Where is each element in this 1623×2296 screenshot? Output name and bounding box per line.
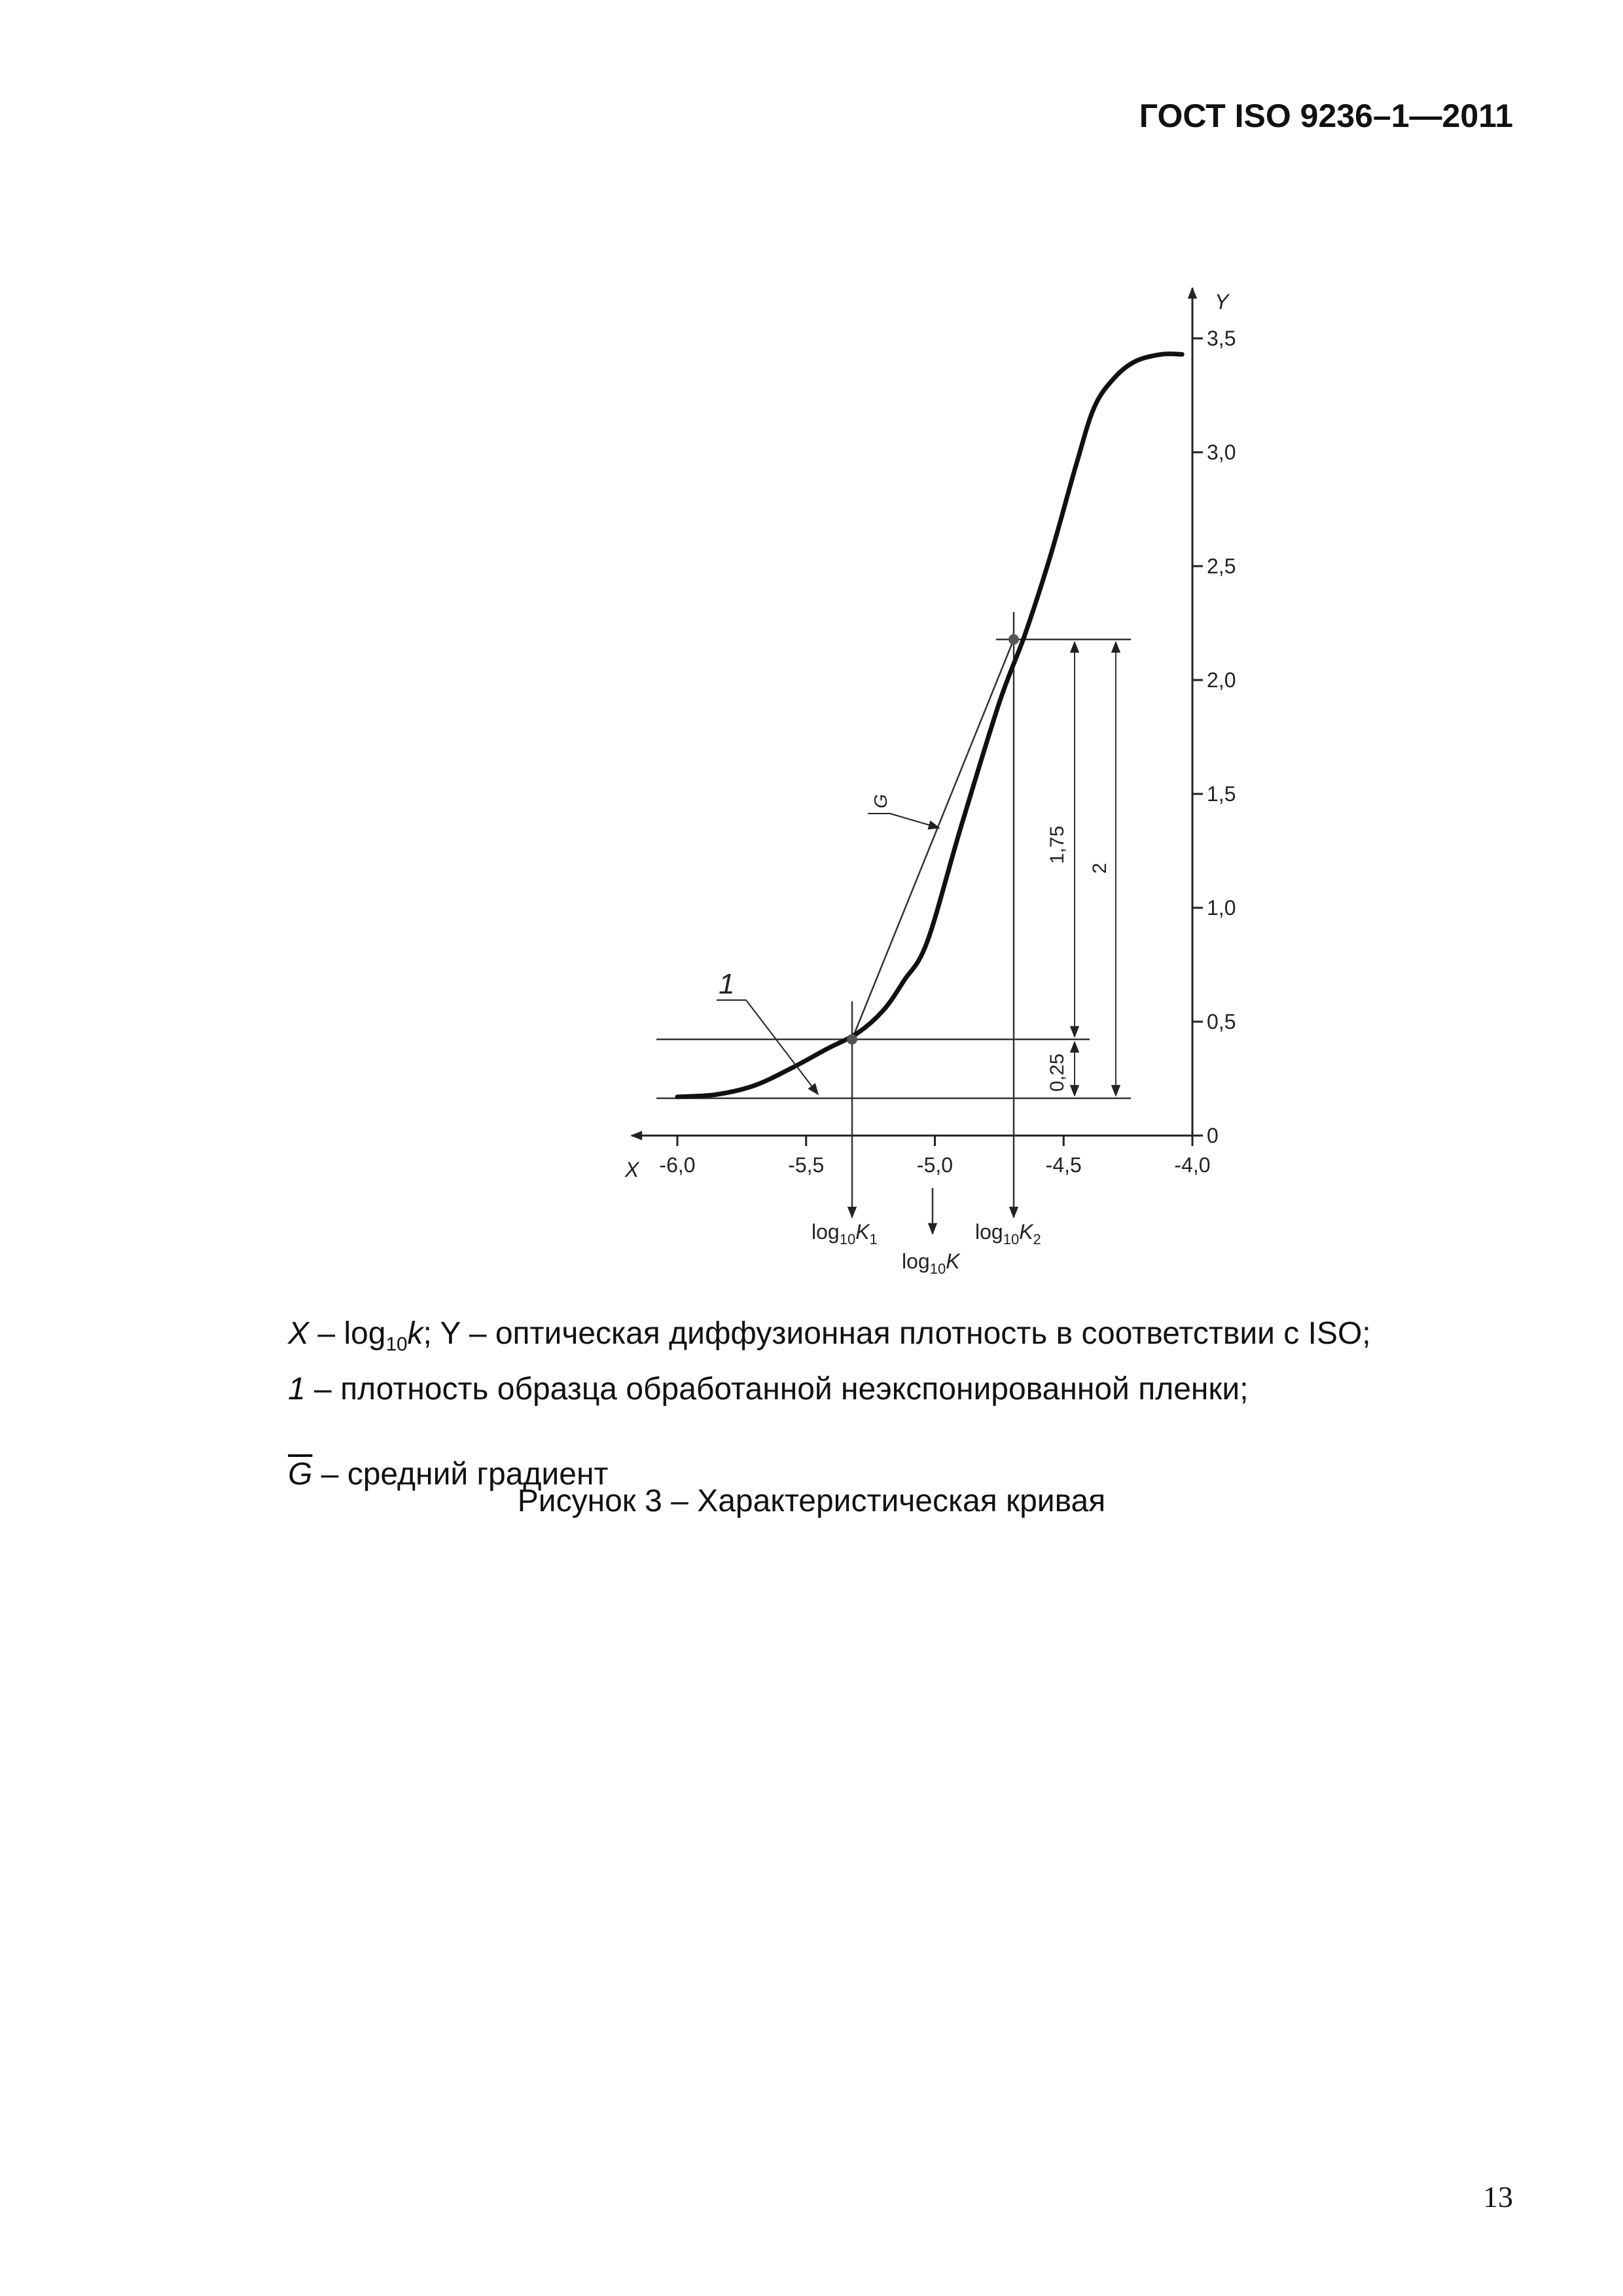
document-header: ГОСТ ISO 9236–1—2011 [1139, 98, 1513, 134]
gradient-line [852, 639, 1014, 1039]
x-tick-label: -5,5 [788, 1153, 825, 1177]
dimension-025-label: 0,25 [1046, 1053, 1068, 1092]
curve-label: 1 [719, 968, 735, 1000]
legend-line-x: X – $\log_{10}k$; Y – оптическая диффузионная плотность в соответствии с ISO; [288, 1316, 1371, 1355]
gradient-label-leader [890, 814, 939, 828]
figure-title: Рисунок 3 – Характеристическая кривая [517, 1484, 1106, 1518]
x-tick-label: -5,0 [916, 1153, 954, 1177]
marker-log10k2: $\log_{10}K_2$ [975, 1220, 1041, 1247]
characteristic-curve [677, 354, 1182, 1097]
gradient-label: G [870, 794, 891, 808]
curve-label-leader [746, 1000, 818, 1094]
y-tick-label: 0,5 [1207, 1010, 1236, 1033]
y-tick-label: 1,5 [1207, 782, 1236, 806]
x-tick-label: -6,0 [659, 1153, 696, 1177]
x-tick-label: -4,0 [1174, 1153, 1211, 1177]
y-tick-label: 0 [1207, 1124, 1219, 1147]
y-tick-label: 3,0 [1207, 440, 1236, 464]
legend-line-g: $\overline{G}$ – средний градиент [288, 1457, 609, 1492]
y-tick-label: 2,5 [1207, 554, 1236, 578]
legend-line-1: 1 – плотность образца обработанной неэкспонированной пленки; [288, 1372, 1249, 1407]
point-k1 [847, 1034, 857, 1045]
dimension-175-label: 1,75 [1046, 825, 1068, 864]
point-k2 [1008, 634, 1019, 645]
y-tick-label: 2,0 [1207, 668, 1236, 692]
x-tick-label: -4,5 [1045, 1153, 1082, 1177]
page-number: 13 [1483, 2180, 1513, 2214]
y-tick-label: 1,0 [1207, 896, 1236, 920]
y-tick-label: 3,5 [1207, 327, 1236, 350]
y-axis-letter: Y [1215, 290, 1229, 314]
x-axis-letter: X [625, 1158, 639, 1181]
marker-log10k1: $\log_{10}K_1$ [812, 1220, 878, 1247]
marker-log10k: $\log_{10}K$ [902, 1249, 960, 1277]
dimension-2-label: 2 [1089, 863, 1111, 874]
